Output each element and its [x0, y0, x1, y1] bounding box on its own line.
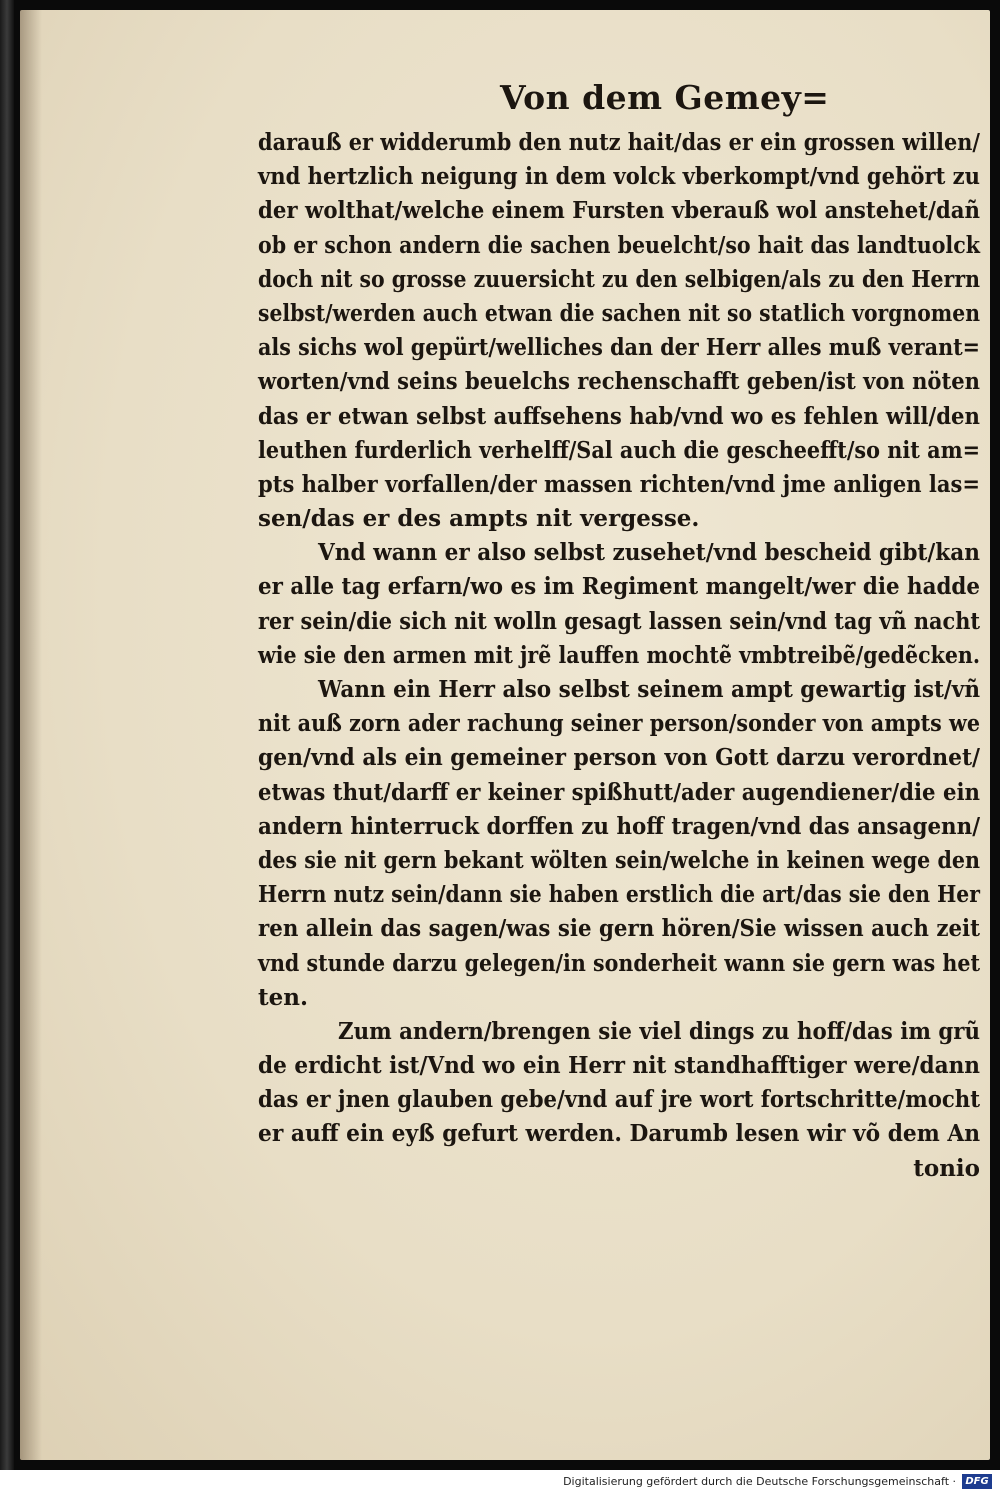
text-line: er alle tag erfarn/wo es im Regiment mangelt/wer die hadde	[258, 573, 981, 601]
text-line: wie sie den armen mit jrẽ lauffen mochtẽ vmbtreibẽ/gedẽcken.	[258, 641, 980, 669]
text-line: vnd hertzlich neigung in dem volck vberkompt/vnd gehört zu	[258, 163, 980, 191]
text-line: ten.	[258, 983, 308, 1011]
text-line: das er jnen glauben gebe/vnd auf jre wort fortschritte/mocht	[258, 1086, 980, 1114]
text-line: Herrn nutz sein/dann sie haben erstlich die art/das sie den Her	[258, 881, 980, 909]
paragraph-first-line: Zum andern/brengen sie viel dings zu hoff/das im grũ	[338, 1017, 981, 1045]
text-line: ren allein das sagen/was sie gern hören/Sie wissen auch zeit	[258, 915, 981, 943]
text-line: sen/das er des ampts nit vergesse.	[258, 505, 700, 533]
text-line: leuthen furderlich verhelff/Sal auch die gescheefft/so nit am=	[258, 436, 981, 464]
book-gutter	[0, 0, 14, 1470]
text-line: das er etwan selbst auffsehens hab/vnd wo es fehlen will/den	[258, 402, 980, 430]
paragraph-first-line: Vnd wann er also selbst zusehet/vnd bescheid gibt/kan	[318, 539, 980, 567]
digitization-credit: Digitalisierung gefördert durch die Deutsche Forschungsgemeinschaft ·	[563, 1475, 956, 1488]
text-line: selbst/werden auch etwan die sachen nit so statlich vorgnomen	[258, 299, 980, 327]
text-line: der wolthat/welche einem Fursten vberauß wol anstehet/dañ	[258, 197, 981, 225]
text-line: er auff ein eyß gefurt werden. Darumb lesen wir võ dem An	[258, 1120, 981, 1148]
text-line: darauß er widderumb den nutz hait/das er ein grossen willen/	[258, 129, 980, 156]
text-line: des sie nit gern bekant wölten sein/welche in keinen wege den	[258, 846, 980, 874]
text-line: worten/vnd seins beuelchs rechenschafft geben/ist von nöten	[258, 368, 980, 396]
dfg-logo: DFG	[962, 1474, 992, 1489]
catchword: tonio	[913, 1154, 980, 1182]
page-shadow	[20, 10, 42, 1460]
text-line: ob er schon andern die sachen beuelcht/so hait das landtuolck	[258, 231, 980, 259]
footer-bar	[0, 1470, 1000, 1495]
text-line: de erdicht ist/Vnd wo ein Herr nit standhafftiger were/dann	[258, 1052, 980, 1080]
text-line: rer sein/die sich nit wolln gesagt lassen sein/vnd tag vñ nacht	[258, 607, 981, 635]
running-head: Von dem Gemey=	[500, 78, 830, 117]
text-line: vnd stunde darzu gelegen/in sonderheit wann sie gern was het	[258, 949, 981, 977]
text-line: als sichs wol gepürt/welliches dan der Herr alles muß verant=	[258, 334, 981, 362]
text-line: etwas thut/darff er keiner spißhutt/ader augendiener/die ein	[258, 778, 981, 806]
text-line: gen/vnd als ein gemeiner person von Gott darzu verordnet/	[258, 744, 981, 772]
text-line: doch nit so grosse zuuersicht zu den selbigen/als zu den Herrn	[258, 265, 980, 293]
text-line: andern hinterruck dorffen zu hoff tragen/vnd das ansagenn/	[258, 812, 981, 840]
text-line: pts halber vorfallen/der massen richten/vnd jme anligen las=	[258, 470, 981, 498]
body-text	[258, 126, 980, 1186]
text-line: nit auß zorn ader rachung seiner person/sonder von ampts we	[258, 710, 981, 738]
paragraph-first-line: Wann ein Herr also selbst seinem ampt gewartig ist/vñ	[318, 676, 980, 703]
